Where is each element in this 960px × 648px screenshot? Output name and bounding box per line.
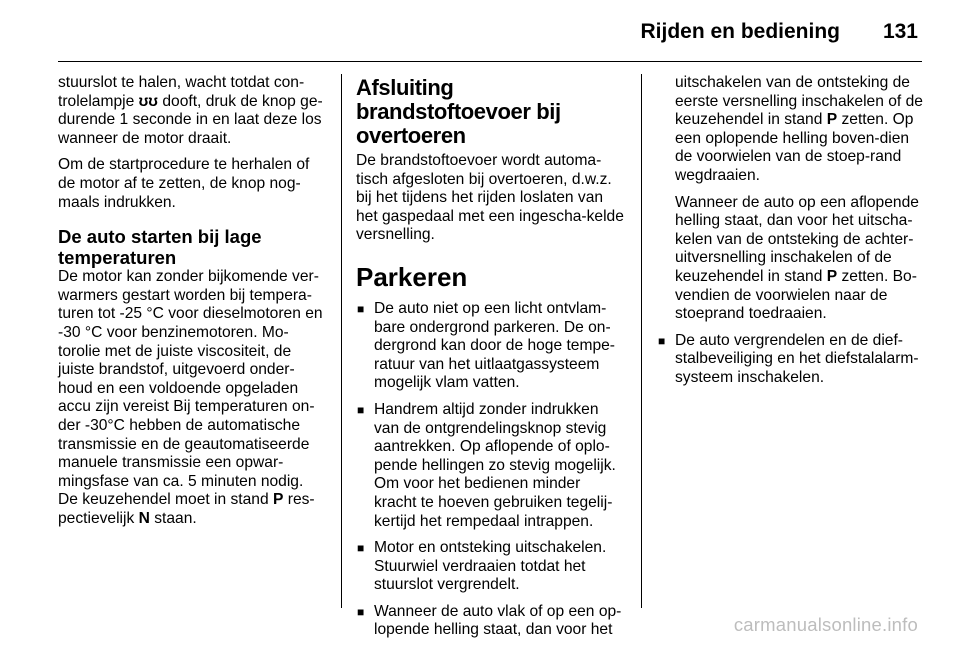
paragraph-start-continuation: stuurslot te halen, wacht totdat con-trolelampje ʊʊ dooft, druk de knop ge-durende 1 seconde in en laat deze los wanneer de motor draait.: [58, 74, 323, 147]
header-rule: [58, 61, 922, 62]
list-item: ■ Wanneer de auto vlak of op een op-lopende helling staat, dan voor het: [357, 602, 622, 639]
paragraph-repeat-start: Om de startprocedure te herhalen of de motor af te zetten, de knop nog-maals indrukken.: [58, 156, 310, 211]
heading-fuel-cutoff: Afsluiting brandstoftoevoer bij overtoeren: [356, 75, 561, 148]
bullet-icon: ■: [658, 333, 666, 348]
page-number: 131: [882, 20, 918, 43]
column-divider-1: [341, 74, 342, 608]
bullet-icon: ■: [357, 402, 365, 417]
subheading-low-temperatures: De auto starten bij lage temperaturen: [58, 226, 262, 269]
heading-parking: Parkeren: [356, 261, 468, 292]
column-divider-2: [641, 74, 642, 608]
list-item: ■ De auto niet op een licht ontvlam-bare ondergrond parkeren. De on-dergrond kan door de hoge tempe-ratuur van het uitlaatgassysteem mogelijk vlam vatten.: [357, 299, 616, 392]
column-3: [657, 74, 925, 396]
paragraph-fuel-cutoff: De brandstoftoevoer wordt automa-tisch afgesloten bij overtoeren, d.w.z. bij het tijdens het rijden loslaten van het gaspedaal met een ingescha-kelde versnelling.: [356, 152, 624, 244]
list-item-continuation: uitschakelen van de ontsteking de eerste versnelling inschakelen of de keuzehendel in stand P zetten. Op een oplopende helling boven-dien de voorwielen van de stoep-rand wegdraaien.: [675, 74, 923, 184]
bullet-icon: ■: [357, 604, 365, 619]
page-header-title: Rijden en bediening: [640, 20, 840, 43]
parking-list-continued: [657, 332, 925, 388]
parking-list: [356, 300, 626, 640]
preheat-glow-icon: ʊʊ: [138, 92, 158, 110]
list-item: ■ De auto vergrendelen en de dief-stalbeveiliging en het diefstalalarm-systeem inschakelen.: [658, 331, 919, 386]
bullet-icon: ■: [357, 541, 365, 556]
watermark: carmanualsonline.info: [733, 614, 918, 635]
paragraph-low-temperatures: De motor kan zonder bijkomende ver-warmers gestart worden bij tempera-turen tot -25 °C voor dieselmotoren en -30 °C voor benzinemotoren. Mo-torolie met de juiste viscositeit, de juiste brandstof, uitgevoerd onder-houd en een voldoende opgeladen accu zijn vereist Bij temperaturen on-der -30°C hebben de automatische transmissie en de geautomatiseerde manuele transmissie een opwar-mingsfase van ca. 5 minuten nodig. De keuzehendel moet in stand P res-pectievelijk N staan.: [58, 268, 323, 527]
bullet-icon: ■: [357, 301, 365, 316]
column-2: [356, 74, 626, 648]
paragraph-downhill: Wanneer de auto op een aflopende helling staat, dan voor het uitscha-kelen van de ontsteking de achter-uitversnelling inschakelen of de keuzehendel in stand P zetten. Bo-vendien de voorwielen naar de stoeprand toedraaien.: [675, 193, 919, 323]
list-item: ■ Motor en ontsteking uitschakelen. Stuurwiel verdraaien totdat het stuurslot vergrendelt.: [357, 539, 607, 594]
column-1: [58, 74, 326, 536]
list-item: ■ Handrem altijd zonder indrukken van de ontgrendelingsknop stevig aantrekken. Op aflopende of oplo-pende hellingen zo stevig mogelijk. Om voor het bedienen minder kracht te hoeven gebruiken tegelij-kertijd het rempedaal intrappen.: [357, 400, 616, 530]
